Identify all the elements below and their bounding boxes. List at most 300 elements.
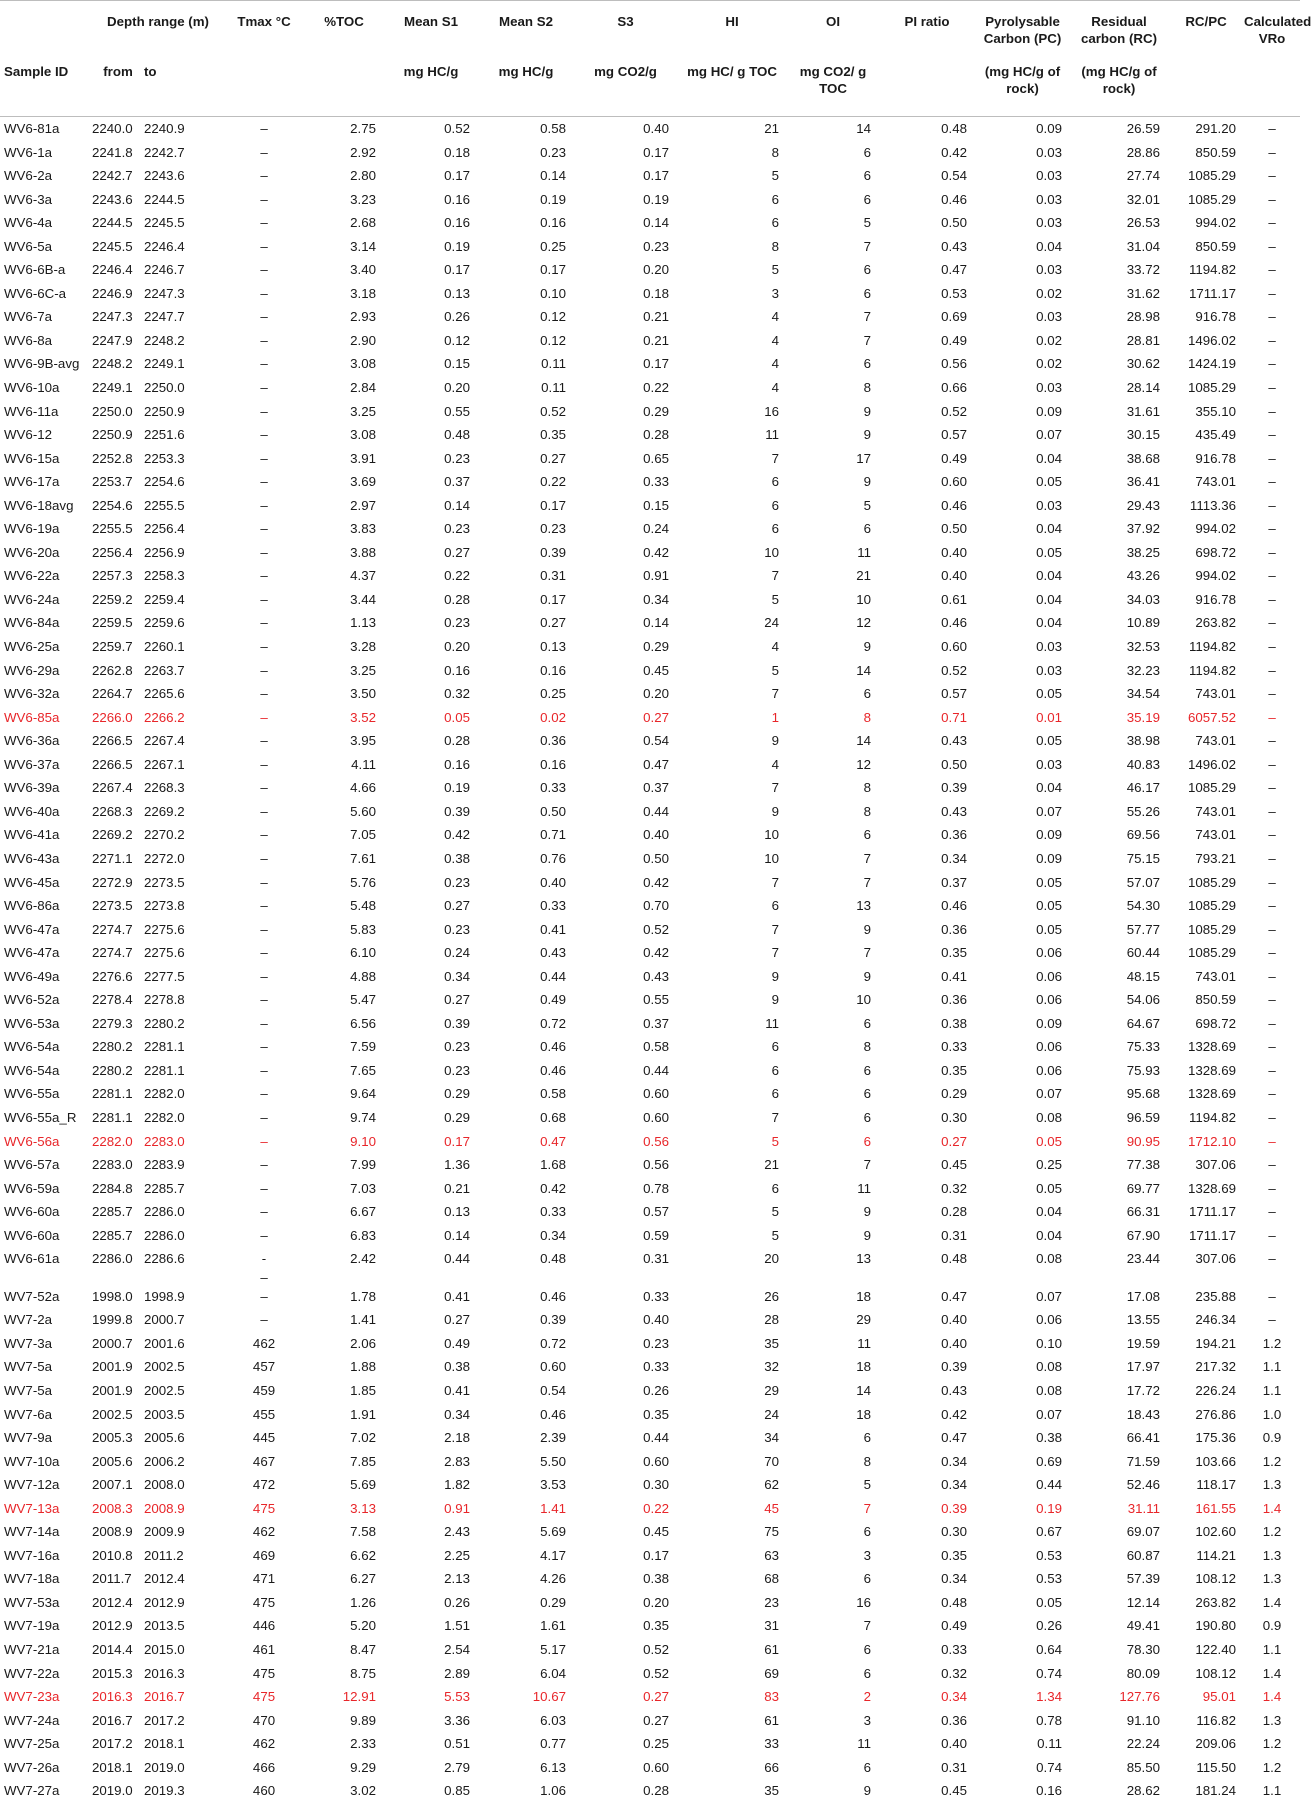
cell-depth-from: 2011.7 (92, 1571, 132, 1587)
cell-rc: 22.24 (1126, 1736, 1161, 1752)
cell-pc: 0.53 (1036, 1547, 1063, 1563)
cell-pc: 0.09 (1036, 1015, 1063, 1031)
cell-toc: 4.11 (351, 756, 377, 772)
header-rc: Residual carbon (RC) (1070, 1, 1168, 55)
cell-rcpc: 1085.29 (1187, 191, 1237, 207)
cell-depth-from: 2246.9 (92, 285, 133, 301)
cell-oi: 6 (863, 1571, 872, 1587)
cell-mean-s1: 0.27 (444, 1312, 471, 1328)
cell-rcpc: 118.17 (1196, 1477, 1237, 1493)
cell-vro: – (1268, 968, 1276, 984)
cell-rcpc: 190.80 (1195, 1618, 1237, 1634)
cell-rcpc: 1711.17 (1188, 1204, 1237, 1220)
cell-tmax: – (260, 568, 268, 584)
cell-depth-from: 2256.4 (92, 544, 133, 560)
cell-sample-id: WV6-60a (4, 1204, 60, 1220)
cell-toc: 3.88 (350, 544, 377, 560)
cell-depth-to: 2256.4 (144, 521, 185, 537)
cell-depth-to: 2248.2 (144, 332, 185, 348)
cell-rcpc: 1328.69 (1187, 1180, 1237, 1196)
cell-mean-s1: 2.83 (444, 1453, 471, 1469)
cell-hi: 20 (764, 1251, 780, 1267)
table-row (0, 823, 1300, 847)
cell-s3: 0.14 (643, 615, 670, 631)
cell-mean-s1: 0.52 (444, 121, 471, 136)
cell-tmax: – (260, 403, 268, 419)
cell-vro: – (1268, 733, 1276, 749)
cell-depth-to: 2018.1 (144, 1736, 185, 1752)
cell-vro: – (1268, 1180, 1276, 1196)
cell-rcpc: 209.06 (1195, 1736, 1237, 1752)
cell-tmax: – (260, 1180, 268, 1196)
header-unit-rcpc (1168, 55, 1244, 117)
cell-depth-from: 2276.6 (92, 968, 133, 984)
cell-depth-to: 2005.6 (144, 1430, 185, 1446)
cell-oi: 11 (857, 544, 872, 560)
cell-rc: 78.30 (1126, 1642, 1161, 1657)
cell-pi-ratio: 0.49 (941, 450, 968, 466)
cell-s3: 0.17 (643, 168, 670, 184)
cell-pc: 0.06 (1036, 1039, 1063, 1055)
cell-mean-s1: 5.53 (444, 1689, 471, 1705)
cell-toc: 3.44 (350, 591, 377, 607)
cell-mean-s2: 0.77 (540, 1736, 567, 1752)
cell-oi (787, 1271, 879, 1285)
cell-mean-s2: 0.19 (540, 191, 567, 207)
cell-s3: 0.33 (643, 474, 670, 490)
table-row (0, 1544, 1300, 1568)
cell-rcpc: 194.21 (1195, 1335, 1237, 1351)
table-row (0, 1247, 1300, 1271)
cell-depth-to: 2286.0 (144, 1204, 185, 1220)
cell-sample-id: WV6-5a (4, 238, 53, 254)
cell-oi: 6 (863, 144, 872, 160)
cell-depth-to: 2277.5 (144, 968, 185, 984)
cell-rc: 31.11 (1127, 1500, 1161, 1516)
cell-toc: 12.91 (342, 1689, 377, 1705)
cell-toc: 3.50 (350, 686, 377, 702)
cell-mean-s1: 0.51 (444, 1736, 471, 1752)
cell-pc: 0.06 (1036, 1312, 1063, 1328)
cell-tmax: – (260, 285, 268, 301)
cell-mean-s1: 0.23 (444, 1062, 471, 1078)
cell-mean-s1: 0.23 (444, 1039, 471, 1055)
cell-mean-s2: 0.41 (540, 921, 567, 937)
table-row (0, 1177, 1300, 1201)
cell-depth-to: 2016.7 (144, 1689, 185, 1705)
cell-vro: – (1268, 591, 1276, 607)
cell-rcpc: 355.10 (1195, 403, 1237, 419)
cell-mean-s1: 0.23 (444, 921, 471, 937)
cell-sample-id: WV6-19a (4, 521, 60, 537)
cell-s3: 0.56 (643, 1133, 670, 1149)
cell-s3: 0.60 (643, 1759, 670, 1775)
cell-pc: 0.04 (1036, 780, 1063, 796)
cell-toc: 2.06 (350, 1335, 377, 1351)
cell-mean-s1: 0.05 (444, 709, 471, 725)
cell-mean-s1: 1.36 (444, 1157, 471, 1173)
cell-mean-s1: 0.20 (444, 380, 471, 396)
cell-mean-s1: 0.28 (444, 591, 471, 607)
cell-mean-s1: 0.13 (444, 285, 471, 301)
cell-mean-s1: 0.41 (444, 1288, 471, 1304)
cell-pi-ratio: 0.34 (941, 850, 968, 866)
cell-sample-id: WV7-53a (4, 1594, 60, 1610)
header-unit-hi: mg HC/ g TOC (677, 55, 787, 117)
cell-depth-to: 2243.6 (144, 168, 185, 184)
cell-s3: 0.22 (643, 1500, 670, 1516)
cell-vro: – (1268, 356, 1276, 372)
cell-depth-to: 2253.3 (144, 450, 185, 466)
cell-tmax: – (260, 144, 268, 160)
cell-depth-from: 1998.0 (92, 1288, 133, 1304)
cell-depth-from: 2015.3 (92, 1665, 133, 1681)
cell-s3: 0.40 (643, 1312, 670, 1328)
cell-depth-to: 2250.9 (144, 403, 185, 419)
cell-toc: 9.74 (350, 1109, 377, 1125)
cell-toc: 7.61 (350, 850, 377, 866)
cell-pc: 0.26 (1036, 1618, 1063, 1634)
cell-oi: 6 (863, 686, 872, 702)
cell-depth-from: 2007.1 (92, 1477, 133, 1493)
cell-mean-s2: 0.16 (540, 215, 567, 231)
table-body (0, 117, 1300, 1803)
table-row (0, 611, 1300, 635)
cell-vro: 1.4 (1262, 1500, 1282, 1516)
cell-pi-ratio: 0.31 (941, 1227, 968, 1243)
cell-depth-to: 2254.6 (144, 474, 185, 490)
cell-oi: 5 (863, 497, 872, 513)
cell-mean-s2: 0.48 (540, 1251, 567, 1267)
cell-sample-id: WV6-84a (4, 615, 60, 631)
cell-depth-to: 2278.8 (144, 992, 185, 1008)
cell-hi: 21 (764, 121, 780, 136)
cell-pi-ratio: 0.35 (941, 945, 968, 961)
cell-toc: 2.75 (350, 121, 377, 136)
cell-rc: 54.30 (1126, 898, 1161, 914)
cell-pc: 0.05 (1036, 921, 1063, 937)
cell-depth-to: 2012.4 (144, 1571, 185, 1587)
cell-hi: 9 (771, 803, 780, 819)
cell-pi-ratio: 0.49 (941, 332, 968, 348)
cell-mean-s2: 0.76 (540, 850, 567, 866)
cell-oi: 18 (856, 1406, 872, 1422)
cell-toc: 4.88 (350, 968, 377, 984)
cell-sample-id: WV6-3a (4, 191, 53, 207)
cell-mean-s1: 0.48 (444, 427, 471, 443)
table-row (0, 894, 1300, 918)
table-row (0, 706, 1300, 730)
cell-pi-ratio (879, 1271, 975, 1285)
cell-s3: 0.37 (643, 780, 670, 796)
cell-hi: 7 (771, 945, 780, 961)
cell-depth-from: 2282.0 (92, 1133, 133, 1149)
cell-hi: 26 (764, 1288, 780, 1304)
cell-oi: 13 (856, 898, 872, 914)
cell-oi: 6 (863, 1086, 872, 1102)
cell-vro: – (1268, 1288, 1276, 1304)
cell-hi: 4 (771, 309, 780, 325)
cell-pc: 0.07 (1036, 1288, 1063, 1304)
cell-rcpc: 307.06 (1195, 1157, 1237, 1173)
cell-oi: 13 (856, 1251, 872, 1267)
cell-rc: 27.74 (1126, 168, 1161, 184)
cell-sample-id: WV7-2a (4, 1312, 53, 1328)
cell-mean-s2: 0.35 (540, 427, 567, 443)
cell-mean-s1: 0.26 (444, 1594, 471, 1610)
cell-mean-s2: 0.13 (540, 639, 567, 655)
cell-depth-from: 2243.6 (92, 191, 133, 207)
cell-vro: – (1268, 1133, 1276, 1149)
cell-pc: 0.03 (1036, 497, 1063, 513)
cell-rcpc: 916.78 (1195, 450, 1237, 466)
cell-depth-from: 2262.8 (92, 662, 133, 678)
cell-s3: 0.34 (643, 591, 670, 607)
cell-vro: 1.2 (1262, 1759, 1282, 1775)
cell-mean-s1: 0.17 (444, 262, 471, 278)
cell-depth-from: 2000.7 (92, 1335, 133, 1351)
cell-vro: – (1268, 403, 1276, 419)
cell-mean-s1: 0.12 (444, 332, 471, 348)
cell-sample-id: WV6-53a (4, 1015, 60, 1031)
cell-pi-ratio: 0.35 (941, 1547, 968, 1563)
cell-oi: 6 (863, 1642, 872, 1657)
cell-pc: 0.74 (1036, 1665, 1063, 1681)
table-row (0, 1567, 1300, 1591)
cell-hi: 6 (771, 1086, 780, 1102)
cell-sample-id: WV7-6a (4, 1406, 53, 1422)
cell-pc: 0.02 (1036, 285, 1063, 301)
cell-pi-ratio: 0.50 (941, 215, 968, 231)
cell-tmax: 462 (252, 1736, 276, 1752)
cell-tmax: – (260, 544, 268, 560)
cell-sample-id: WV6-17a (4, 474, 60, 490)
table-row (0, 800, 1300, 824)
cell-sample-id: WV7-16a (4, 1547, 60, 1563)
cell-pi-ratio: 0.50 (941, 756, 968, 772)
cell-toc: 9.89 (350, 1712, 377, 1728)
cell-rc: 77.38 (1126, 1157, 1161, 1173)
cell-tmax: – (260, 709, 268, 725)
cell-vro: 1.2 (1262, 1453, 1282, 1469)
cell-rcpc: 916.78 (1195, 309, 1237, 325)
cell-sample-id: WV6-24a (4, 591, 60, 607)
cell-mean-s1: 0.49 (444, 1335, 471, 1351)
cell-mean-s2: 0.68 (540, 1109, 567, 1125)
cell-pi-ratio: 0.40 (941, 1312, 968, 1328)
cell-pi-ratio: 0.45 (941, 1783, 968, 1799)
table-row (0, 1732, 1300, 1756)
cell-s3: 0.42 (643, 874, 670, 890)
cell-rcpc: 114.21 (1196, 1547, 1237, 1563)
cell-pi-ratio: 0.30 (941, 1524, 968, 1540)
cell-depth-to: 2245.5 (144, 215, 185, 231)
cell-rc: 48.15 (1126, 968, 1161, 984)
cell-rcpc: 103.66 (1195, 1453, 1237, 1469)
cell-pc: 0.19 (1036, 1500, 1063, 1516)
cell-oi: 6 (863, 285, 872, 301)
table-row (0, 1106, 1300, 1130)
cell-toc: 9.29 (350, 1759, 377, 1775)
cell-rc: 60.44 (1126, 945, 1161, 961)
cell-s3: 0.18 (643, 285, 670, 301)
cell-mean-s2: 6.04 (540, 1665, 567, 1681)
cell-pi-ratio: 0.46 (941, 497, 968, 513)
table-row (0, 1285, 1300, 1309)
cell-oi: 7 (863, 238, 872, 254)
cell-toc: 2.80 (350, 168, 377, 184)
cell-rcpc: 1085.29 (1187, 380, 1237, 396)
cell-sample-id: WV6-10a (4, 380, 60, 396)
cell-rc: 28.81 (1126, 332, 1161, 348)
cell-tmax: – (260, 121, 268, 136)
cell-sample-id: WV6-29a (4, 662, 60, 678)
cell-vro: 1.0 (1262, 1406, 1282, 1422)
cell-depth-from: 2286.0 (92, 1251, 133, 1267)
cell-vro: – (1268, 168, 1276, 184)
cell-vro: – (1268, 921, 1276, 937)
header-unit-vro (1244, 55, 1300, 117)
cell-tmax: 445 (252, 1430, 276, 1446)
cell-rcpc: 698.72 (1195, 1015, 1237, 1031)
cell-s3: 0.28 (643, 1783, 670, 1799)
cell-s3: 0.44 (643, 1062, 670, 1078)
cell-tmax: – (260, 733, 268, 749)
cell-mean-s1: 0.55 (444, 403, 471, 419)
cell-tmax: – (260, 332, 268, 348)
cell-pi-ratio: 0.71 (941, 709, 968, 725)
table-row (0, 423, 1300, 447)
cell-mean-s1: 3.36 (444, 1712, 471, 1728)
cell-mean-s2: 0.10 (540, 285, 567, 301)
cell-rcpc: 1085.29 (1187, 780, 1237, 796)
table-row (0, 188, 1300, 212)
cell-depth-from: 2272.9 (92, 874, 133, 890)
cell-pc: 0.04 (1036, 1204, 1063, 1220)
cell-toc: 7.58 (350, 1524, 377, 1540)
cell-vro: – (1268, 756, 1276, 772)
cell-rc: 43.26 (1126, 568, 1161, 584)
cell-oi: 16 (856, 1594, 872, 1610)
cell-s3: 0.60 (643, 1109, 670, 1125)
cell-rcpc: 435.49 (1195, 427, 1237, 443)
cell-vro: – (1268, 497, 1276, 513)
cell-rcpc (1168, 1271, 1244, 1285)
cell-pc: 0.64 (1036, 1642, 1063, 1657)
cell-mean-s2: 0.17 (540, 262, 567, 278)
header-pc: Pyrolysable Carbon (PC) (975, 1, 1070, 55)
cell-toc: 1.78 (350, 1288, 377, 1304)
cell-rcpc: 698.72 (1195, 544, 1237, 560)
cell-hi: 4 (771, 332, 780, 348)
cell-tmax: – (260, 874, 268, 890)
cell-sample-id: WV7-5a (4, 1382, 53, 1398)
cell-s3: 0.27 (643, 709, 670, 725)
cell-oi: 6 (863, 356, 872, 372)
cell-pc: 0.05 (1036, 898, 1063, 914)
cell-s3: 0.20 (643, 686, 670, 702)
cell-vro: 1.3 (1262, 1547, 1282, 1563)
header-depth-range: Depth range (m) (92, 1, 224, 55)
cell-depth-from: 2280.2 (92, 1039, 133, 1055)
header-from: from (92, 55, 144, 117)
cell-oi: 11 (857, 1180, 872, 1196)
cell-hi: 6 (771, 521, 780, 537)
cell-hi: 28 (764, 1312, 780, 1328)
cell-toc: 2.42 (350, 1251, 377, 1267)
cell-vro: – (1268, 309, 1276, 325)
cell-depth-from: 2001.9 (92, 1382, 133, 1398)
cell-depth-from: 2281.1 (92, 1109, 133, 1125)
cell-pi-ratio: 0.47 (941, 1288, 968, 1304)
cell-hi: 62 (764, 1477, 780, 1493)
header-unit-pi (879, 55, 975, 117)
cell-rcpc: 161.55 (1195, 1500, 1237, 1516)
cell-vro: – (1268, 803, 1276, 819)
cell-depth-to: 2000.7 (144, 1312, 185, 1328)
cell-toc: 2.93 (350, 309, 377, 325)
cell-tmax: – (260, 1312, 268, 1328)
table-row (0, 352, 1300, 376)
cell-hi: 35 (764, 1783, 780, 1799)
cell-pi-ratio: 0.34 (941, 1571, 968, 1587)
cell-pi-ratio: 0.38 (941, 1015, 968, 1031)
cell-oi: 7 (863, 874, 872, 890)
header-unit-s2: mg HC/g (478, 55, 574, 117)
cell-pi-ratio: 0.39 (941, 1500, 968, 1516)
header-hi: HI (677, 1, 787, 55)
cell-s3: 0.40 (643, 121, 670, 136)
table-row (0, 211, 1300, 235)
cell-oi: 7 (863, 945, 872, 961)
cell-rc: 17.08 (1126, 1288, 1161, 1304)
cell-s3: 0.29 (643, 639, 670, 655)
cell-pc: 0.08 (1036, 1359, 1063, 1375)
cell-pi-ratio: 0.32 (941, 1665, 968, 1681)
cell-rc: 31.61 (1126, 403, 1161, 419)
cell-mean-s2: 0.25 (540, 238, 567, 254)
cell-rc: 40.83 (1126, 756, 1161, 772)
cell-pc: 0.69 (1036, 1453, 1063, 1469)
table-row (0, 564, 1300, 588)
cell-pc: 0.07 (1036, 803, 1063, 819)
cell-hi: 11 (765, 427, 780, 443)
cell-depth-from: 2010.8 (92, 1547, 133, 1563)
cell-vro: – (1268, 709, 1276, 725)
cell-hi: 61 (764, 1642, 780, 1657)
cell-depth-to: 2016.3 (144, 1665, 185, 1681)
cell-toc: 3.18 (350, 285, 377, 301)
cell-depth-from: 2017.2 (92, 1736, 133, 1752)
cell-tmax: – (260, 380, 268, 396)
cell-toc: 8.47 (350, 1642, 377, 1657)
cell-hi: 23 (764, 1594, 780, 1610)
cell-oi: 14 (856, 733, 872, 749)
cell-mean-s2: 0.40 (540, 874, 567, 890)
cell-s3: 0.52 (643, 1665, 670, 1681)
cell-hi: 24 (764, 615, 780, 631)
cell-hi: 69 (764, 1665, 780, 1681)
cell-depth-to: 2012.9 (144, 1594, 185, 1610)
cell-hi: 21 (764, 1157, 780, 1173)
cell-pi-ratio: 0.46 (941, 191, 968, 207)
cell-depth-to: 2275.6 (144, 945, 185, 961)
cell-rc: 31.04 (1126, 238, 1161, 254)
table-row (0, 918, 1300, 942)
cell-s3: 0.60 (643, 1086, 670, 1102)
cell-depth-to: 2286.6 (144, 1251, 185, 1267)
cell-depth-from: 2254.6 (92, 497, 133, 513)
